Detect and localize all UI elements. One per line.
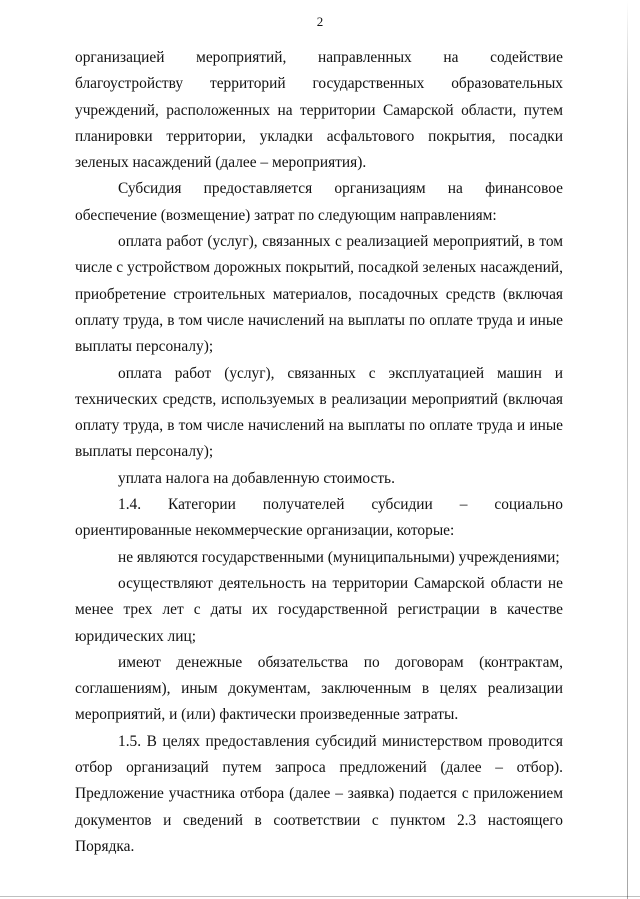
document-body <box>75 45 563 860</box>
paragraph-9: имеют денежные обязательства по договорам (контрактам, соглашениям), иным документам, заключенным в целях реализации мероприятий, и (или) фактически произведенные затраты. <box>75 653 563 724</box>
scan-bottom-edge <box>0 896 640 897</box>
paragraph-4: оплата работ (услуг), связанных с эксплуатацией машин и технических средств, используемых в реализации мероприятий (включая оплату труда, в том числе начислений на выплаты по оплате труда и иные выплаты персоналу); <box>75 364 563 461</box>
paragraph-1: организацией мероприятий, направленных на содействие благоустройству территорий государственных образовательных учреждений, расположенных на территории Самарской области, путем планировки территории, укладки асфальтового покрытия, посадки зеленых насаждений (далее – мероприятия). <box>75 49 563 172</box>
paragraph-6: 1.4. Категории получателей субсидии – социально ориентированные некоммерческие организации, которые: <box>75 496 563 540</box>
paragraph-5: уплата налога на добавленную стоимость. <box>118 469 395 487</box>
paragraph-3: оплата работ (услуг), связанных с реализацией мероприятий, в том числе с устройством дорожных покрытий, посадкой зеленых насаждений, приобретение строительных материалов, посадочных средств (включая оплату труда, в том числе начислений на выплаты по оплате труда и иные выплаты персоналу); <box>75 233 563 356</box>
scan-right-edge <box>627 0 628 899</box>
page-number: 2 <box>316 14 324 29</box>
paragraph-8: осуществляют деятельность на территории Самарской области не менее трех лет с даты их государственной регистрации в качестве юридических лиц; <box>75 574 563 645</box>
paragraph-7: не являются государственными (муниципальными) учреждениями; <box>118 548 560 566</box>
paragraph-2: Субсидия предоставляется организациям на финансовое обеспечение (возмещение) затрат по следующим направлениям: <box>75 180 563 224</box>
paragraph-10: 1.5. В целях предоставления субсидий министерством проводится отбор организаций путем запроса предложений (далее – отбор). Предложение участника отбора (далее – заявка) подается с приложением документов и сведений в соответствии с пунктом 2.3 настоящего Порядка. <box>75 732 563 855</box>
